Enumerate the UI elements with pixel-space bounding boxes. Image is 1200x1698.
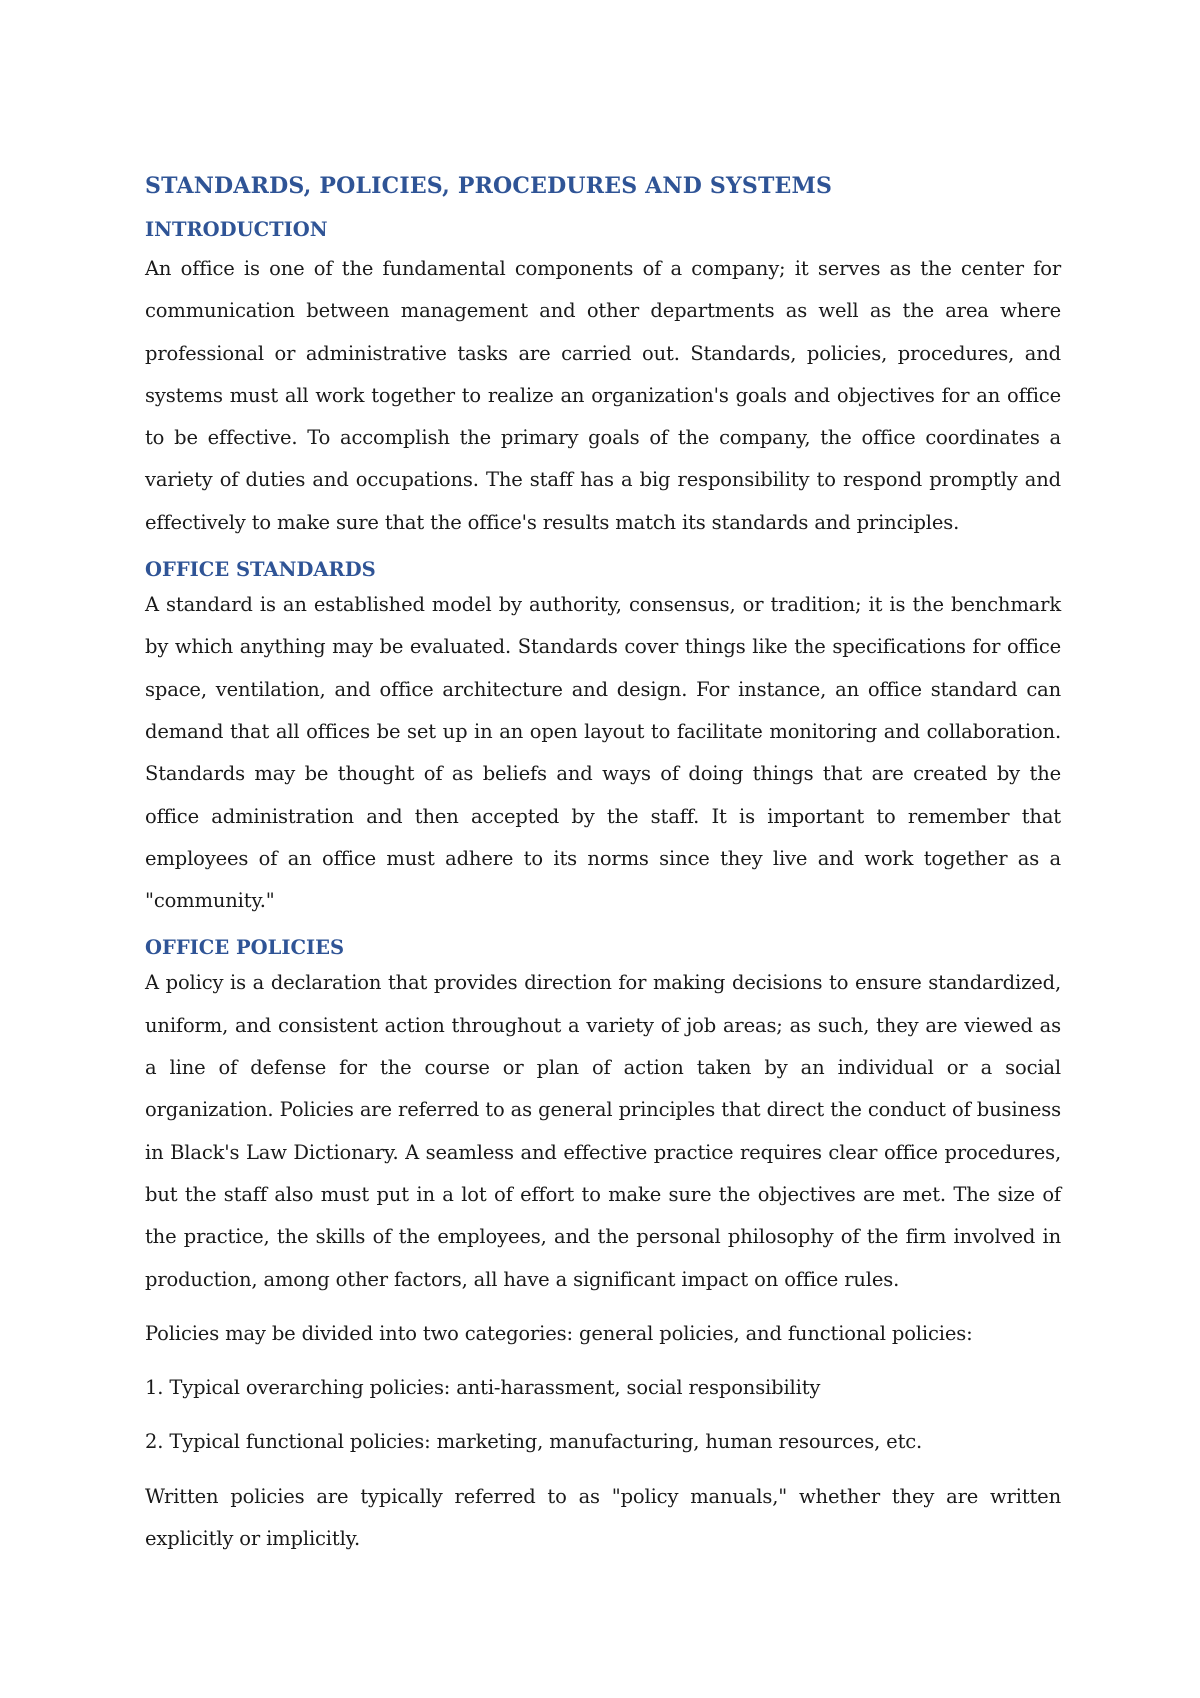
office-policies-heading: OFFICE POLICIES xyxy=(145,936,345,960)
policy-closing-paragraph: Written policies are typically referred to as "policy manuals," whether they are written explicitly or implicitly. xyxy=(145,1484,1061,1551)
policy-list-item-2: 2. Typical functional policies: marketing, manufacturing, human resources, etc. xyxy=(145,1430,923,1454)
office-standards-paragraph: A standard is an established model by authority, consensus, or tradition; it is the benchmark by which anything may be evaluated. Standards cover things like the specifications for office space, ventilation, and office architecture and design. For instance, an office standard can demand that all offices be set up in an open layout to facilitate monitoring and collaboration. Standards may be thought of as beliefs and ways of doing things that are created by the office administration and then accepted by the staff. It is important to remember that employees of an office must adhere to its norms since they live and work together as a "community." xyxy=(145,593,1061,913)
office-standards-heading: OFFICE STANDARDS xyxy=(145,558,376,582)
document-content xyxy=(145,171,1061,1560)
introduction-heading: INTRODUCTION xyxy=(145,218,328,241)
introduction-paragraph: An office is one of the fundamental components of a company; it serves as the center for communication between management and other departments as well as the area where professional or administrative tasks are carried out. Standards, policies, procedures, and systems must all work together to realize an organization's goals and objectives for an office to be effective. To accomplish the primary goals of the company, the office coordinates a variety of duties and occupations. The staff has a big responsibility to respond promptly and effectively to make sure that the office's results match its standards and principles. xyxy=(145,257,1061,534)
policy-list-item-1: 1. Typical overarching policies: anti-harassment, social responsibility xyxy=(145,1376,821,1400)
policy-categories-intro: Policies may be divided into two categories: general policies, and functional policies: xyxy=(145,1321,973,1345)
office-policies-paragraph: A policy is a declaration that provides direction for making decisions to ensure standardized, uniform, and consistent action throughout a variety of job areas; as such, they are viewed as a line of defense for the course or plan of action taken by an individual or a social organization. Policies are referred to as general principles that direct the conduct of business in Black's Law Dictionary. A seamless and effective practice requires clear office procedures, but the staff also must put in a lot of effort to make sure the objectives are met. The size of the practice, the skills of the employees, and the personal philosophy of the firm involved in production, among other factors, all have a significant impact on office rules. xyxy=(145,971,1061,1291)
document-title: STANDARDS, POLICIES, PROCEDURES AND SYSTEMS xyxy=(145,173,833,199)
